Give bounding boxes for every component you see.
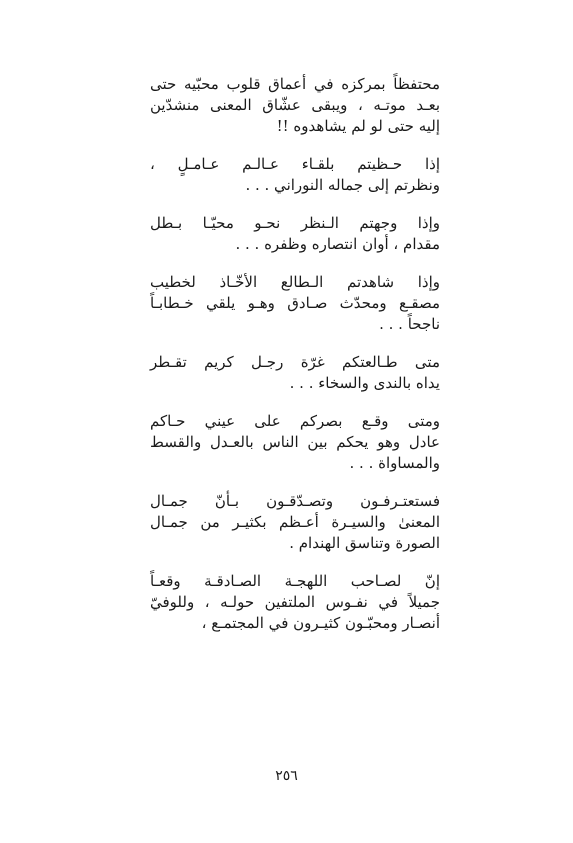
text-line: فستعتـرفـون وتصـدّقـون بـأنّ جمـال [150, 492, 440, 510]
text-line: ومتى وقـع بصركم على عيني حـاكم [150, 412, 440, 430]
paragraph [150, 74, 440, 137]
text-line: مقدام ، أوان انتصاره وظفره . . . [235, 235, 440, 253]
body-text [150, 74, 440, 651]
paragraph [150, 272, 440, 335]
paragraph [150, 154, 440, 196]
text-line: محتفظاً بمركزه في أعماق قلوب محبّيه حتى [150, 75, 440, 93]
text-line: بعـد موتـه ، ويبقى عشّاق المعنى منشدّين [150, 96, 440, 114]
text-line: ناجحاً . . . [379, 315, 440, 333]
text-line: إليه حتى لو لم يشاهدوه !! [276, 117, 440, 135]
text-line: إذا حـظيتم بلقـاء عـالـم عـامـلٍ ، [150, 155, 440, 173]
text-line: ونظرتم إلى جماله النوراني . . . [245, 176, 440, 194]
text-line: أنصـار ومحبّـون كثيـرون في المجتمـع ، [201, 614, 440, 632]
paragraph [150, 571, 440, 634]
paragraph [150, 213, 440, 255]
paragraph [150, 352, 440, 394]
paragraph [150, 491, 440, 554]
text-line: وإذا وجهتم الـنظر نحـو محيّـا بـطل [150, 214, 440, 232]
text-line: والمساواة . . . [349, 454, 440, 472]
text-line: متى طـالعتكم غرّة رجـل كريم تقـطر [150, 353, 440, 371]
text-line: جميلاً في نفـوس الملتفين حولـه ، وللوفيّ [150, 593, 440, 611]
text-line: مصقـع ومحدّث صـادق وهـو يلقي خـطابـاً [150, 294, 440, 312]
paragraph [150, 411, 440, 474]
text-line: وإذا شاهدتم الـطالع الأخّـاذ لخطيب [150, 273, 440, 291]
text-line: الصورة وتناسق الهندام . [289, 534, 440, 552]
page-number: ٢٥٦ [275, 768, 298, 784]
text-line: إنّ لصـاحب اللهجـة الصـادقـة وقعـاً [150, 572, 440, 590]
text-line: عادل وهو يحكم بين الناس بالعـدل والقسط [150, 433, 440, 451]
text-line: المعنىٰ والسيـرة أعـظم بكثيـر من جمـال [150, 513, 440, 531]
text-line: يداه بالندى والسخاء . . . [289, 374, 440, 392]
